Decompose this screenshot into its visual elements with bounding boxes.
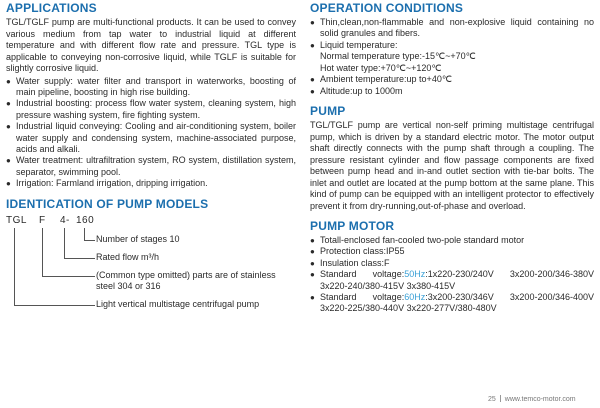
voltage-values-50hz: :1x220-230/240V 3x200-200/346-380V 3x220-240/380-415V 3x380-415V — [320, 269, 594, 291]
list-item-voltage-60hz — [310, 292, 594, 315]
label-stages: Number of stages 10 — [96, 233, 180, 244]
list-item: ● Liquid temperature: — [310, 40, 594, 51]
page-footer — [488, 395, 576, 403]
operation-heading: OPERATION CONDITIONS — [310, 1, 464, 15]
pump-description: TGL/TGLF pump are vertical non-self priming multistage centrifugal pump, which is driven by a standard electric motor. The motor output shaft directly connects with the pump shaft through a coupling. The pressure resistant cylinder and flow passage components are fixed between pump head and in-and outlet section with tie-bar bolts. The inlet and outlet are located at the pump bottom at the same plane. This kind of pump can be equipped with an intelligent protector to effectively prevent it from dry-running,out-of-phase and overload. — [310, 120, 594, 211]
applications-intro: TGL/TGLF pump are multi-functional products. It can be used to convey various medium from tap water to industrial liquid at different temperature and with different flow rate and pressure. TGL type is applicable to conveying non-corrosive liquid, while TGLF is suitable for slightly corrosive liquid. — [6, 17, 296, 73]
model-code-flow: 4- — [60, 214, 70, 226]
page-number: 25 — [488, 396, 496, 403]
left-column — [6, 0, 296, 309]
list-item: ● Altitude:up to 1000m — [310, 86, 594, 97]
footer-divider — [500, 395, 501, 402]
label-material: (Common type omitted) parts are of stainless steel 304 or 316 — [96, 269, 276, 292]
list-item: ● Industrial liquid conveying: Cooling and air-conditioning system, boiler water supply and condensing system, machine-associated purpose, acids and alkali. — [6, 121, 296, 155]
frequency-50hz: 50Hz — [404, 269, 426, 280]
identification-heading: IDENTICATION OF PUMP MODELS — [6, 196, 209, 211]
hot-water-type: Hot water type:+70℃~+120℃ — [320, 62, 442, 73]
list-item-voltage-50hz — [310, 269, 594, 292]
normal-temp-type: Normal temperature type:-15℃~+70℃ — [320, 51, 476, 62]
label-pump-type: Light vertical multistage centrifugal pump — [96, 298, 260, 309]
voltage-values-60hz: :3x200-230/346V 3x200-200/346-400V 3x220-225/380-440V 3x220-277V/380-480V — [320, 292, 594, 314]
right-column — [310, 0, 594, 315]
pump-motor-heading: PUMP MOTOR — [310, 219, 395, 234]
list-item: ● Insulation class:F — [310, 258, 594, 269]
model-code-stages: 160 — [76, 214, 95, 226]
model-code-diagram — [6, 211, 296, 309]
list-item: ● Water treatment: ultrafiltration system, RO system, distillation system, separator, swimming pool. — [6, 155, 296, 178]
list-item: ● Ambient temperature:up to+40℃ — [310, 74, 594, 85]
applications-list — [6, 76, 296, 190]
list-item: ● Irrigation: Farmland irrigation, dripping irrigation. — [6, 178, 296, 189]
voltage-label: Standard voltage: — [320, 269, 405, 280]
label-flow: Rated flow m³/h — [96, 251, 160, 262]
frequency-60hz: 60Hz — [404, 292, 426, 303]
leader-line — [14, 228, 95, 306]
operation-list-2 — [310, 74, 594, 97]
motor-list — [310, 235, 594, 315]
operation-list — [310, 17, 594, 51]
list-item: ● Thin,clean,non-flammable and non-explosive liquid containing no solid granules and fibers. — [310, 17, 594, 40]
list-item: ● Totall-enclosed fan-cooled two-pole standard motor — [310, 235, 594, 246]
model-code-series: TGL — [6, 214, 27, 226]
list-item: ● Industrial boosting: process flow water system, cleaning system, high pressure washing system, fire fighting system. — [6, 98, 296, 121]
model-code-material: F — [39, 214, 46, 226]
website-url: www.temco-motor.com — [504, 396, 576, 403]
list-item: ● Protection class:IP55 — [310, 246, 594, 257]
pump-heading: PUMP — [310, 104, 346, 119]
applications-heading: APPLICATIONS — [6, 1, 97, 15]
voltage-label: Standard voltage: — [320, 292, 405, 303]
list-item: ● Water supply: water filter and transport in waterworks, boosting of main pipeline, boosting in high rise building. — [6, 76, 296, 99]
